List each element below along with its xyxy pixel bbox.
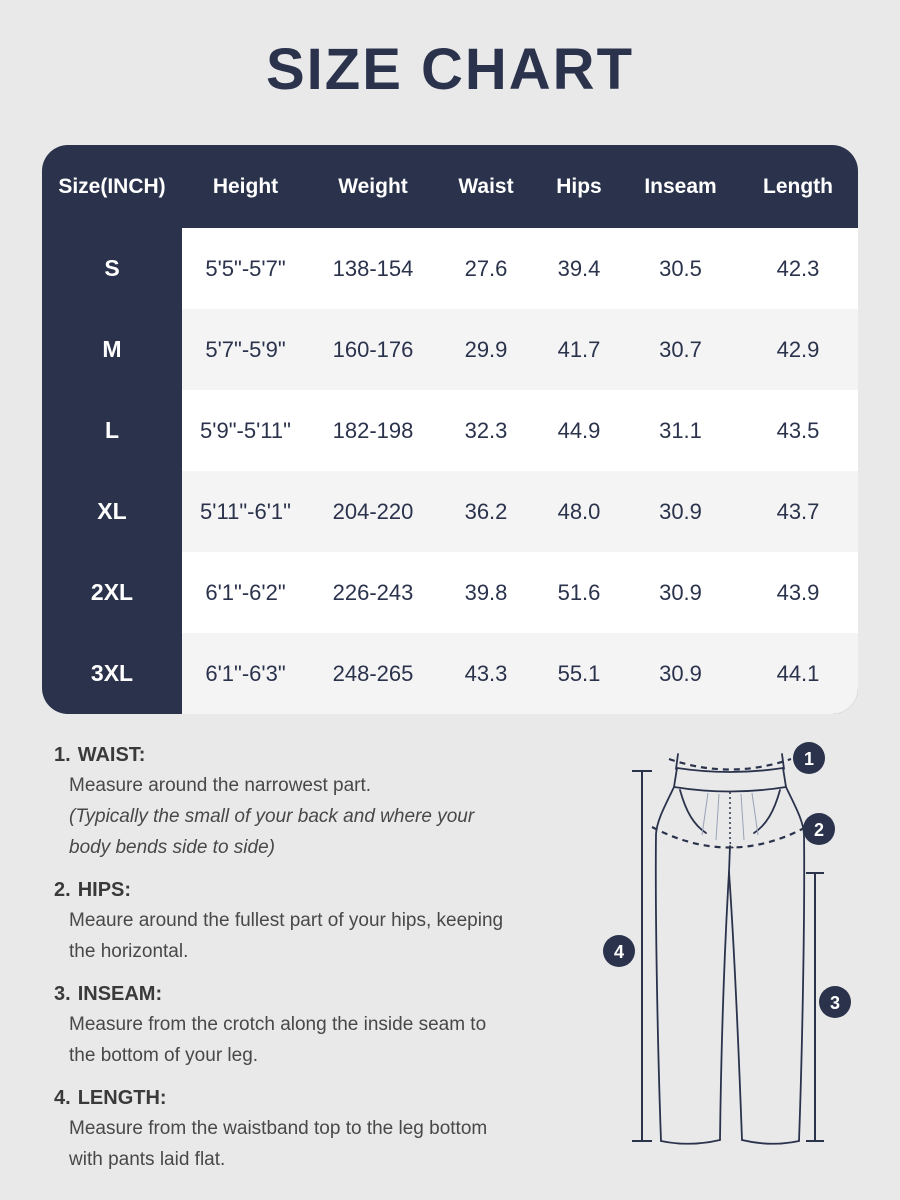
instruction-number: 2. (54, 879, 71, 901)
table-cell: 6'1"-6'2" (182, 552, 309, 633)
center-seam (729, 846, 730, 872)
size-table (42, 145, 858, 714)
instruction-line: body bends side to side) (69, 837, 275, 858)
table-cell: 160-176 (309, 309, 437, 390)
table-cell: 36.2 (437, 471, 535, 552)
row-label-2xl: 2XL (90, 579, 134, 605)
table-cell: 30.9 (623, 633, 738, 714)
col-header-inseam: Inseam (644, 174, 717, 198)
instruction-heading (54, 1083, 599, 1113)
waistband-side-right (783, 768, 786, 787)
instruction-length (54, 1083, 599, 1175)
table-cell: 30.9 (623, 471, 738, 552)
table-cell: 27.6 (437, 228, 535, 309)
instruction-line: Meaure around the fullest part of your hips, keeping (69, 910, 504, 931)
table-cell: 43.7 (738, 471, 858, 552)
instruction-hips (54, 875, 599, 967)
table-cell: 32.3 (437, 390, 535, 471)
fly-dotted-line (730, 792, 736, 849)
instruction-label: LENGTH: (77, 1087, 167, 1109)
pleat-line (741, 794, 744, 840)
table-cell: 5'7"-5'9" (182, 309, 309, 390)
hem-right (742, 1140, 799, 1144)
instruction-line: Measure from the crotch along the inside seam to (69, 1014, 487, 1035)
table-cell: 39.4 (535, 228, 623, 309)
table-cell: 5'11"-6'1" (182, 471, 309, 552)
pleat-line (716, 794, 719, 840)
marker-length (603, 935, 635, 967)
table-cell: 43.9 (738, 552, 858, 633)
table-cell: 29.9 (437, 309, 535, 390)
instruction-line: the bottom of your leg. (69, 1045, 259, 1066)
table-cell: 226-243 (309, 552, 437, 633)
instruction-body (54, 905, 599, 967)
table-cell: 42.3 (738, 228, 858, 309)
col-header-hips: Hips (556, 174, 602, 198)
table-cell: 48.0 (535, 471, 623, 552)
table-cell: 30.5 (623, 228, 738, 309)
table-cell: 43.5 (738, 390, 858, 471)
hem-left (661, 1140, 720, 1144)
row-label-m: M (102, 336, 122, 362)
page-title: SIZE CHART (266, 37, 634, 102)
marker-number: 3 (829, 993, 841, 1013)
hips-dashed-line (652, 827, 806, 848)
marker-number: 1 (803, 749, 815, 769)
instruction-body (54, 770, 599, 863)
instruction-number: 3. (54, 983, 71, 1005)
inner-leg-right (729, 872, 742, 1140)
table-cell: 5'9"-5'11" (182, 390, 309, 471)
pocket-right (754, 790, 780, 833)
col-header-size: Size(INCH) (58, 174, 166, 198)
table-cell: 204-220 (309, 471, 437, 552)
table-cell: 30.7 (623, 309, 738, 390)
outer-leg-right (786, 787, 804, 1141)
table-cell: 44.1 (738, 633, 858, 714)
measure-instructions (54, 740, 599, 1187)
waistband-bottom (674, 787, 786, 792)
col-header-height: Height (212, 174, 279, 198)
outer-leg-left (656, 787, 674, 1141)
marker-number: 4 (613, 942, 625, 962)
table-cell: 42.9 (738, 309, 858, 390)
marker-waist (793, 742, 825, 774)
inner-leg-left (720, 872, 729, 1140)
instruction-inseam (54, 979, 599, 1071)
table-cell: 43.3 (437, 633, 535, 714)
table-cell: 39.8 (437, 552, 535, 633)
marker-inseam (819, 986, 851, 1018)
instruction-heading (54, 740, 599, 770)
pants-measure-diagram (595, 728, 895, 1173)
col-header-weight: Weight (338, 174, 408, 198)
waistband-top (677, 768, 783, 772)
col-header-length: Length (763, 174, 833, 198)
table-cell: 6'1"-6'3" (182, 633, 309, 714)
pleat-line (702, 793, 708, 835)
instruction-line: with pants laid flat. (69, 1149, 226, 1170)
row-label-xl: XL (97, 498, 127, 524)
pocket-left (680, 790, 706, 833)
instruction-label: HIPS: (77, 879, 132, 901)
instruction-waist (54, 740, 599, 863)
instruction-number: 4. (54, 1087, 71, 1109)
instruction-body (54, 1113, 599, 1175)
marker-number: 2 (813, 820, 825, 840)
table-cell: 30.9 (623, 552, 738, 633)
col-header-waist: Waist (458, 174, 514, 198)
instruction-number: 1. (54, 744, 71, 766)
instruction-label: INSEAM: (77, 983, 163, 1005)
instruction-line: the horizontal. (69, 941, 189, 962)
table-cell: 51.6 (535, 552, 623, 633)
waistband-side-left (674, 768, 677, 787)
instruction-body (54, 1009, 599, 1071)
table-cell: 55.1 (535, 633, 623, 714)
table-cell: 182-198 (309, 390, 437, 471)
instruction-line: Measure from the waistband top to the leg bottom (69, 1118, 488, 1139)
table-cell: 5'5"-5'7" (182, 228, 309, 309)
table-cell: 44.9 (535, 390, 623, 471)
instruction-line: (Typically the small of your back and where your (69, 806, 475, 827)
row-label-l: L (104, 417, 120, 443)
row-label-s: S (104, 255, 120, 281)
table-cell: 41.7 (535, 309, 623, 390)
instruction-label: WAIST: (77, 744, 146, 766)
waist-dashed-line (669, 759, 791, 770)
instruction-heading (54, 875, 599, 905)
marker-hips (803, 813, 835, 845)
table-cell: 248-265 (309, 633, 437, 714)
table-cell: 138-154 (309, 228, 437, 309)
table-cell: 31.1 (623, 390, 738, 471)
pleat-line (752, 793, 758, 835)
length-measure-line (632, 771, 652, 1141)
instruction-heading (54, 979, 599, 1009)
belt-loop-left (676, 754, 678, 769)
row-label-3xl: 3XL (90, 660, 134, 686)
instruction-line: Measure around the narrowest part. (69, 775, 372, 796)
